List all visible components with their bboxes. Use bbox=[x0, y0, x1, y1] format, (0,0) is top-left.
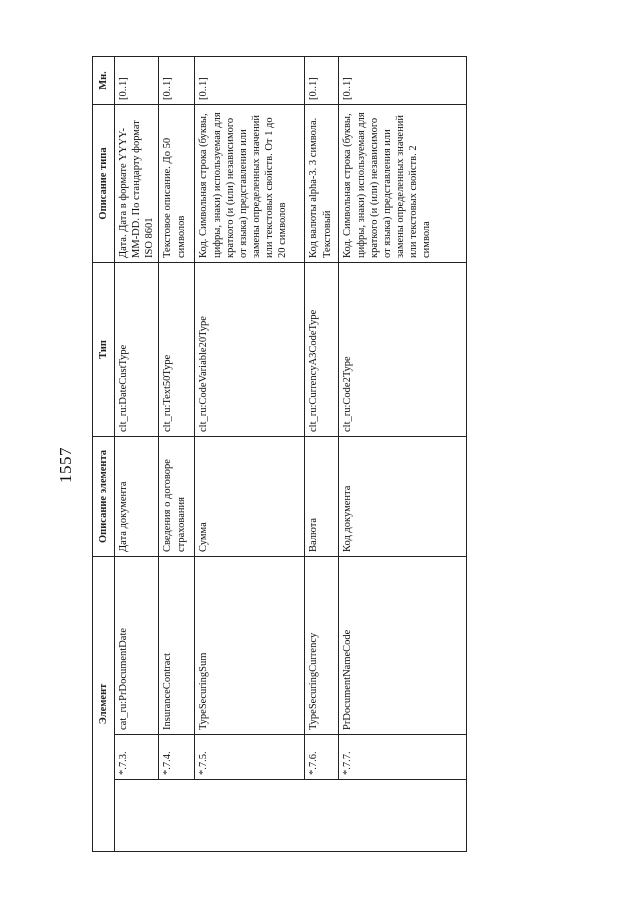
element-desc: Сумма bbox=[195, 436, 305, 556]
row-number: *.7.6. bbox=[305, 735, 339, 780]
row-number: *.7.7. bbox=[339, 735, 467, 780]
type-desc: Дата. Дата в формате YYYY-MM-DD. По стандарту формат ISO 8601 bbox=[115, 104, 159, 262]
type-name: clt_ru:DateCustType bbox=[115, 262, 159, 436]
header-type: Тип bbox=[93, 262, 115, 436]
element-desc: Сведения о договоре страхования bbox=[159, 436, 195, 556]
element-name: TypeSecuringSum bbox=[195, 556, 305, 734]
type-name: clt_ru:Text50Type bbox=[159, 262, 195, 436]
table-row bbox=[195, 56, 305, 851]
element-desc: Код документа bbox=[339, 436, 467, 556]
row-number: *.7.5. bbox=[195, 735, 305, 780]
table-row bbox=[159, 56, 195, 851]
table-row bbox=[339, 56, 467, 851]
indent-cell bbox=[115, 780, 467, 852]
table-row bbox=[115, 56, 159, 851]
multiplicity: [0..1] bbox=[159, 56, 195, 104]
header-element-desc: Описание элемента bbox=[93, 436, 115, 556]
type-name: clt_ru:Code2Type bbox=[339, 262, 467, 436]
page-number: 1557 bbox=[56, 447, 75, 483]
type-desc: Код. Символьная строка (буквы, цифры, знаки) используемая для краткого (и (или) независимого от языка) представления или замены определенных значений или текстовых свойств. От 1 до 20 символов bbox=[195, 104, 305, 262]
element-name: cat_ru:PrDocumentDate bbox=[115, 556, 159, 734]
multiplicity: [0..1] bbox=[339, 56, 467, 104]
row-number: *.7.4. bbox=[159, 735, 195, 780]
type-desc: Код. Символьная строка (буквы, цифры, знаки) используемая для краткого (и (или) независимого от языка) представления или замены определенных значений или текстовых свойств. 2 символа bbox=[339, 104, 467, 262]
header-mult: Мн. bbox=[93, 56, 115, 104]
type-desc: Код валюты alpha-3. 3 символа. Текстовый bbox=[305, 104, 339, 262]
element-table bbox=[92, 56, 467, 852]
multiplicity: [0..1] bbox=[115, 56, 159, 104]
header-element: Элемент bbox=[93, 556, 115, 851]
element-desc: Валюта bbox=[305, 436, 339, 556]
header-type-desc: Описание типа bbox=[93, 104, 115, 262]
element-desc: Дата документа bbox=[115, 436, 159, 556]
table-header-row bbox=[93, 56, 115, 851]
element-name: InsuranceContract bbox=[159, 556, 195, 734]
multiplicity: [0..1] bbox=[195, 56, 305, 104]
element-name: TypeSecuringCurrency bbox=[305, 556, 339, 734]
type-desc: Текстовое описание. До 50 символов bbox=[159, 104, 195, 262]
element-name: PrDocumentNameCode bbox=[339, 556, 467, 734]
type-name: clt_ru:CodeVariable20Type bbox=[195, 262, 305, 436]
row-number: *.7.3. bbox=[115, 735, 159, 780]
type-name: clt_ru:CurrencyA3CodeType bbox=[305, 262, 339, 436]
table-row bbox=[305, 56, 339, 851]
rotated-table-container bbox=[92, 57, 464, 852]
multiplicity: [0..1] bbox=[305, 56, 339, 104]
